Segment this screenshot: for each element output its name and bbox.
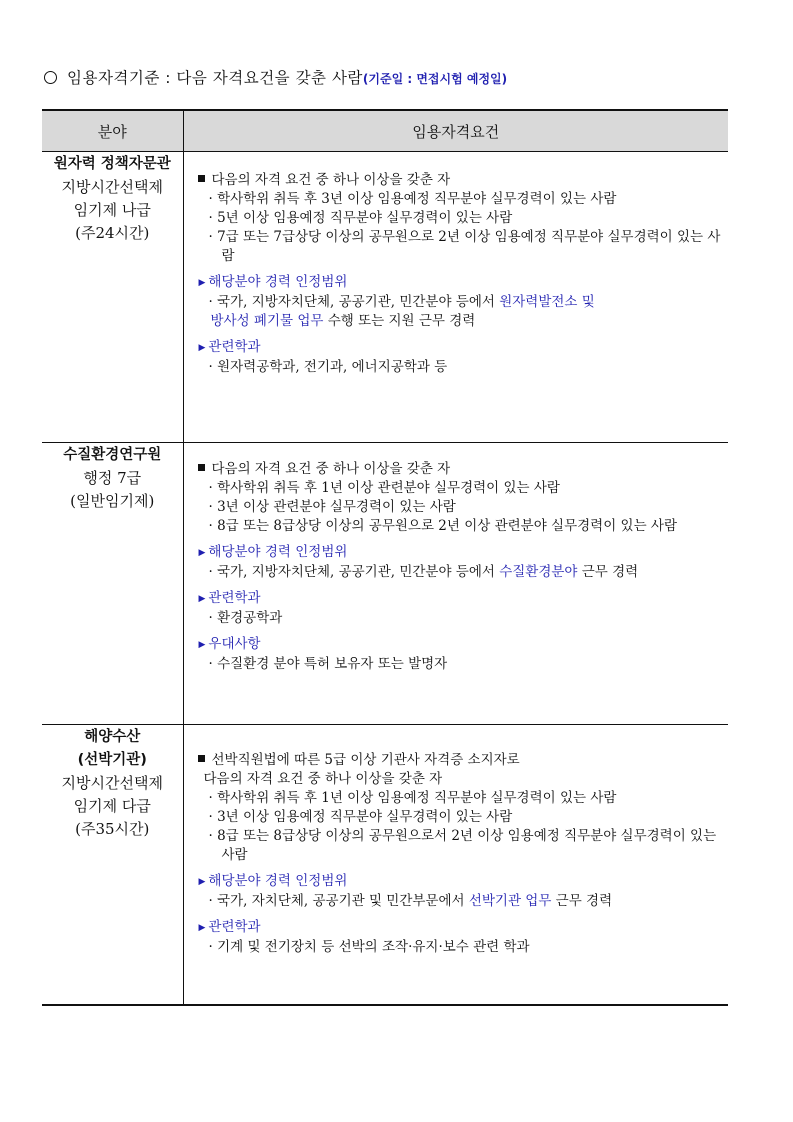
field-line: 행정 7급 bbox=[83, 469, 142, 487]
triangle-bullet-icon: ▶ bbox=[198, 343, 206, 353]
requirements-cell bbox=[183, 725, 728, 1005]
section-title: ▶ 우대사항 bbox=[198, 636, 261, 652]
requirement-item: · 3년 이상 관련분야 실무경력이 있는 사람 bbox=[208, 499, 456, 515]
field-line: (일반임기제) bbox=[70, 492, 155, 510]
requirements-table bbox=[42, 109, 728, 1006]
square-bullet-icon bbox=[198, 464, 205, 471]
field-line: 지방시간선택제 bbox=[61, 774, 163, 792]
requirement-item: · 5년 이상 임용예정 직무분야 실무경력이 있는 사람 bbox=[208, 210, 513, 226]
field-cell bbox=[42, 443, 183, 725]
field-name: 수질환경연구원 bbox=[63, 447, 162, 463]
field-line: (주24시간) bbox=[75, 224, 150, 242]
field-line: 임기제 다급 bbox=[73, 797, 151, 815]
field-line: 임기제 나급 bbox=[73, 201, 151, 219]
section-title: ▶ 관련학과 bbox=[198, 339, 261, 355]
requirement-main: 다음의 자격 요건 중 하나 이상을 갖춘 자 bbox=[192, 171, 723, 190]
requirement-main-cont: 다음의 자격 요건 중 하나 이상을 갖춘 자 bbox=[203, 771, 443, 787]
section-title: ▶ 관련학과 bbox=[198, 590, 261, 606]
section-title: ▶ 해당분야 경력 인정범위 bbox=[198, 544, 348, 560]
table-row bbox=[42, 443, 728, 725]
requirement-item: · 8급 또는 8급상당 이상의 공무원으로서 2년 이상 임용예정 직무분야 실무경력이 있는 사람 bbox=[208, 828, 717, 863]
requirement-item: · 학사학위 취득 후 1년 이상 관련분야 실무경력이 있는 사람 bbox=[208, 480, 560, 496]
field-name: 해양수산 bbox=[84, 729, 141, 745]
triangle-bullet-icon: ▶ bbox=[198, 923, 206, 933]
field-name: 원자력 정책자문관 bbox=[53, 156, 171, 172]
header-field: 분야 bbox=[42, 110, 183, 152]
section-title: ▶ 해당분야 경력 인정범위 bbox=[198, 274, 348, 290]
table-header-row bbox=[42, 110, 728, 152]
triangle-bullet-icon: ▶ bbox=[198, 278, 206, 288]
requirement-main: 다음의 자격 요건 중 하나 이상을 갖춘 자 bbox=[192, 460, 723, 479]
field-line: 지방시간선택제 bbox=[61, 178, 163, 196]
square-bullet-icon bbox=[198, 175, 205, 182]
section-title: ▶ 관련학과 bbox=[198, 919, 261, 935]
recognition-text: · 국가, 지방자치단체, 공공기관, 민간분야 등에서 원자력발전소 및 bbox=[208, 294, 595, 310]
recognition-text: · 국가, 지방자치단체, 공공기관, 민간분야 등에서 수질환경분야 근무 경력 bbox=[208, 564, 639, 580]
requirements-cell bbox=[183, 443, 728, 725]
heading-subtitle: (기준일 : 면접시험 예정일) bbox=[362, 72, 508, 86]
department-text: · 기계 및 전기장치 등 선박의 조작·유지·보수 관련 학과 bbox=[208, 939, 530, 955]
department-text: · 원자력공학과, 전기과, 에너지공학과 등 bbox=[208, 359, 448, 375]
triangle-bullet-icon: ▶ bbox=[198, 594, 206, 604]
page-heading bbox=[44, 66, 744, 88]
field-cell bbox=[42, 725, 183, 1005]
requirement-main: 선박직원법에 따른 5급 이상 기관사 자격증 소지자로 bbox=[192, 751, 723, 770]
field-cell bbox=[42, 152, 183, 443]
requirement-item: · 학사학위 취득 후 3년 이상 임용예정 직무분야 실무경력이 있는 사람 bbox=[208, 191, 617, 207]
circle-bullet-icon bbox=[44, 71, 57, 84]
triangle-bullet-icon: ▶ bbox=[198, 640, 206, 650]
header-requirements: 임용자격요건 bbox=[183, 110, 728, 152]
department-text: · 환경공학과 bbox=[208, 610, 283, 626]
section-title: ▶ 해당분야 경력 인정범위 bbox=[198, 873, 348, 889]
triangle-bullet-icon: ▶ bbox=[198, 877, 206, 887]
requirements-cell bbox=[183, 152, 728, 443]
heading-title: 임용자격기준 : 다음 자격요건을 갖춘 사람 bbox=[67, 69, 363, 87]
table-row bbox=[42, 725, 728, 1005]
recognition-text: · 국가, 자치단체, 공공기관 및 민간부문에서 선박기관 업무 근무 경력 bbox=[208, 893, 613, 909]
recognition-text: 방사성 폐기물 업무 수행 또는 지원 근무 경력 bbox=[210, 313, 476, 329]
triangle-bullet-icon: ▶ bbox=[198, 548, 206, 558]
field-name: (선박기관) bbox=[77, 752, 147, 768]
requirement-item: · 7급 또는 7급상당 이상의 공무원으로 2년 이상 임용예정 직무분야 실무경력이 있는 사람 bbox=[208, 229, 721, 264]
preference-text: · 수질환경 분야 특허 보유자 또는 발명자 bbox=[208, 656, 448, 672]
requirement-item: · 8급 또는 8급상당 이상의 공무원으로 2년 이상 관련분야 실무경력이 있는 사람 bbox=[208, 518, 678, 534]
field-line: (주35시간) bbox=[75, 820, 150, 838]
table-row bbox=[42, 152, 728, 443]
requirement-item: · 3년 이상 임용예정 직무분야 실무경력이 있는 사람 bbox=[208, 809, 513, 825]
square-bullet-icon bbox=[198, 755, 205, 762]
requirement-item: · 학사학위 취득 후 1년 이상 임용예정 직무분야 실무경력이 있는 사람 bbox=[208, 790, 617, 806]
